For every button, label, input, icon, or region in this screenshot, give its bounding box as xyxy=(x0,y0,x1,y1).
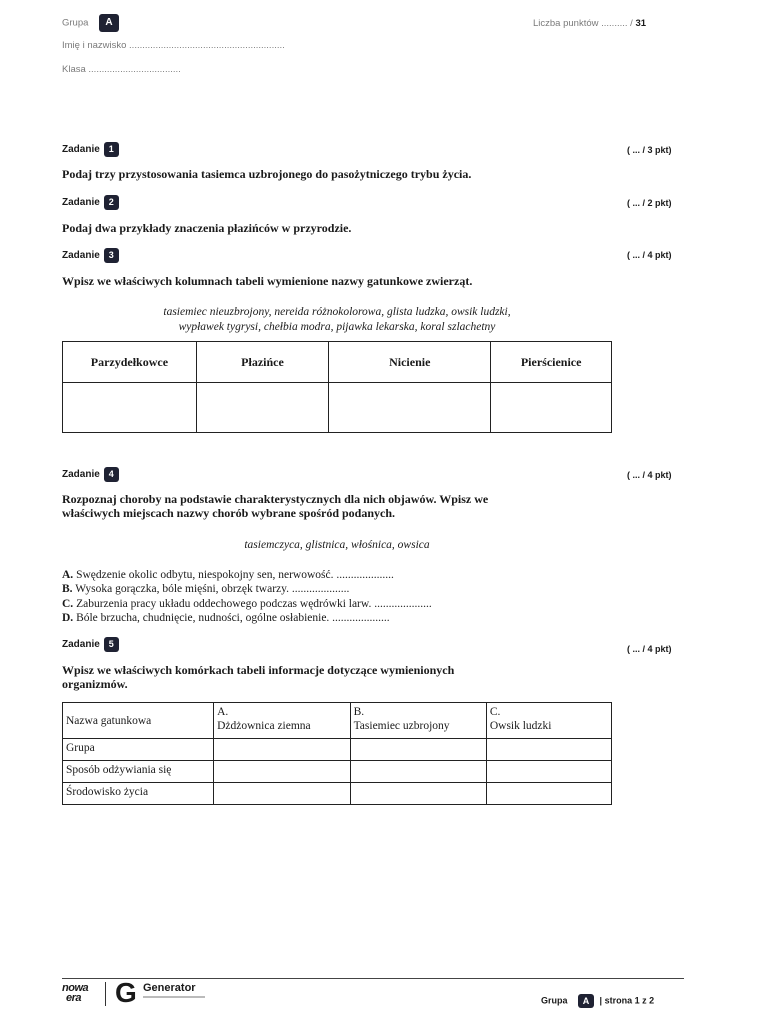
task-5-header-col-a xyxy=(214,703,350,739)
task-5-answer-cell[interactable] xyxy=(214,761,350,783)
task-3-words-line-1: tasiemiec nieuzbrojony, nereida różnokolorowa, glista ludzka, owsik ludzki, xyxy=(163,306,511,318)
nowa-era-logo xyxy=(62,983,98,1003)
task-3-number-badge: 3 xyxy=(104,248,119,263)
task-4-item-text: Swędzenie okolic odbytu, niespokojny sen, nerwowość. .................... xyxy=(76,569,394,581)
task-4-item-letter: C. xyxy=(62,598,74,610)
task-3-question: Wpisz we właściwych kolumnach tabeli wymienione nazwy gatunkowe zwierząt. xyxy=(62,274,473,288)
task-4-item-text: Bóle brzucha, chudnięcie, nudności, ogólne osłabienie. .................... xyxy=(76,612,390,624)
task-5-answer-cell[interactable] xyxy=(486,761,611,783)
task-3-col-parzydelkowce: Parzydełkowce xyxy=(63,342,197,383)
task-2-number-badge: 2 xyxy=(104,195,119,210)
task-3-word-bank xyxy=(62,305,612,335)
task-1-header xyxy=(62,142,119,157)
task-3-col-nicienie: Nicienie xyxy=(329,342,491,383)
task-4-word-bank: tasiemczyca, glistnica, włośnica, owsica xyxy=(244,539,430,551)
task-5-col-name: Dżdżownica ziemna xyxy=(217,720,311,732)
task-5-header xyxy=(62,637,119,652)
generator-logo-text: Generator xyxy=(143,982,196,994)
group-label-row xyxy=(62,14,119,32)
task-4-question-line-1: Rozpoznaj choroby na podstawie charakterystycznych dla nich objawów. Wpisz we xyxy=(62,492,489,506)
task-2-question: Podaj dwa przykłady znaczenia płazińców w przyrodzie. xyxy=(62,221,352,235)
task-5-header-species: Nazwa gatunkowa xyxy=(63,703,214,739)
task-3-label: Zadanie xyxy=(62,250,100,262)
logo-separator xyxy=(105,982,106,1006)
class-field[interactable]: Klasa ................................... xyxy=(62,64,181,75)
task-4-question xyxy=(62,492,488,520)
task-3-answer-cell[interactable] xyxy=(329,383,491,433)
task-3-points: ( ... / 4 pkt) xyxy=(627,250,672,260)
task-3-answer-cell[interactable] xyxy=(63,383,197,433)
task-1-points: ( ... / 3 pkt) xyxy=(627,145,672,155)
task-4-header xyxy=(62,467,119,482)
task-5-col-letter: A. xyxy=(217,706,229,718)
task-5-header-col-b xyxy=(350,703,486,739)
task-4-item-letter: B. xyxy=(62,583,73,595)
task-5-question-line-1: Wpisz we właściwych komórkach tabeli informacje dotyczące wymienionych xyxy=(62,663,455,677)
task-1-label: Zadanie xyxy=(62,144,100,156)
task-4-item-c[interactable] xyxy=(62,597,432,611)
task-5-answer-cell[interactable] xyxy=(486,739,611,761)
footer-page-number: | strona 1 z 2 xyxy=(599,995,655,1006)
task-5-number-badge: 5 xyxy=(104,637,119,652)
task-1-question: Podaj trzy przystosowania tasiemca uzbrojonego do pasożytniczego trybu życia. xyxy=(62,167,472,181)
task-4-item-b[interactable] xyxy=(62,582,349,596)
name-field[interactable]: Imię i nazwisko ........................................................... xyxy=(62,40,285,51)
task-5-answer-cell[interactable] xyxy=(214,783,350,805)
footer-group-label: Grupa xyxy=(541,995,568,1006)
task-5-row-label: Środowisko życia xyxy=(63,783,214,805)
logo-era-text: era xyxy=(66,992,82,1004)
task-5-answer-cell[interactable] xyxy=(214,739,350,761)
group-label: Grupa xyxy=(62,17,89,29)
logo-nowa-text: nowa xyxy=(62,982,89,994)
task-5-question-line-2: organizmów. xyxy=(62,677,128,691)
task-3-answer-cell[interactable] xyxy=(196,383,328,433)
task-5-answer-cell[interactable] xyxy=(350,739,486,761)
task-4-item-text: Wysoka gorączka, bóle mięśni, obrzęk twarzy. .................... xyxy=(75,583,350,595)
task-5-question xyxy=(62,663,454,691)
task-5-col-letter: C. xyxy=(489,706,501,718)
points-label: Liczba punktów .......... / xyxy=(533,18,636,29)
task-4-points: ( ... / 4 pkt) xyxy=(627,470,672,480)
task-2-header xyxy=(62,195,119,210)
task-5-row-label: Sposób odżywiania się xyxy=(63,761,214,783)
task-3-words-line-2: wypławek tygrysi, chełbia modra, pijawka lekarska, koral szlachetny xyxy=(178,321,496,333)
task-4-item-a[interactable] xyxy=(62,568,394,582)
task-2-points: ( ... / 2 pkt) xyxy=(627,198,672,208)
footer-group-badge: A xyxy=(578,994,594,1008)
task-5-answer-cell[interactable] xyxy=(350,761,486,783)
task-4-number-badge: 4 xyxy=(104,467,119,482)
task-5-table xyxy=(62,702,612,805)
task-4-label: Zadanie xyxy=(62,469,100,481)
generator-logo-underline xyxy=(143,996,205,998)
task-1-number-badge: 1 xyxy=(104,142,119,157)
task-5-col-name: Owsik ludzki xyxy=(489,720,552,732)
task-5-label: Zadanie xyxy=(62,639,100,651)
task-5-header-col-c xyxy=(486,703,611,739)
task-5-row-label: Grupa xyxy=(63,739,214,761)
task-5-answer-cell[interactable] xyxy=(350,783,486,805)
task-3-table xyxy=(62,341,612,433)
task-3-header xyxy=(62,248,119,263)
generator-logo-g: G xyxy=(115,977,137,1008)
task-3-col-plazince: Płazińce xyxy=(196,342,328,383)
task-5-col-name: Tasiemiec uzbrojony xyxy=(353,720,450,732)
task-5-col-letter: B. xyxy=(353,706,365,718)
task-4-item-letter: D. xyxy=(62,612,74,624)
task-5-answer-cell[interactable] xyxy=(486,783,611,805)
task-3-col-pierscienice: Pierścienice xyxy=(491,342,612,383)
footer-page-info xyxy=(541,994,654,1008)
points-total xyxy=(533,18,646,29)
group-badge: A xyxy=(99,14,119,32)
task-2-label: Zadanie xyxy=(62,197,100,209)
task-4-question-line-2: właściwych miejscach nazwy chorób wybrane spośród podanych. xyxy=(62,506,396,520)
task-3-answer-cell[interactable] xyxy=(491,383,612,433)
task-4-item-letter: A. xyxy=(62,569,74,581)
points-max: 31 xyxy=(635,18,647,29)
task-4-item-d[interactable] xyxy=(62,611,390,625)
task-5-points: ( ... / 4 pkt) xyxy=(627,644,672,654)
footer-divider xyxy=(62,978,684,979)
task-4-item-text: Zaburzenia pracy układu oddechowego podczas wędrówki larw. .................... xyxy=(76,598,432,610)
